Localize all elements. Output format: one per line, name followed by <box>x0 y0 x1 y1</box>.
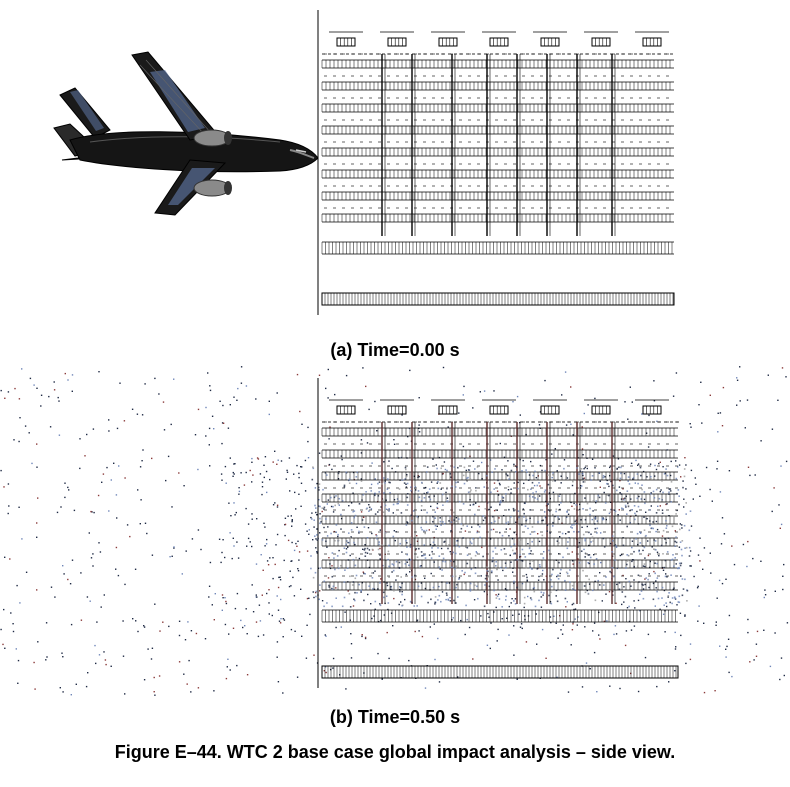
panel-a-figure <box>0 0 790 330</box>
debris-cloud <box>0 366 788 696</box>
panel-b-figure <box>0 366 790 700</box>
panel-b <box>0 366 790 700</box>
tower-frame-model <box>318 10 674 315</box>
panel-a-caption: (a) Time=0.00 s <box>330 340 460 360</box>
panel-a <box>0 0 790 330</box>
panel-b-caption: (b) Time=0.50 s <box>329 707 461 727</box>
figure-caption: Figure E–44. WTC 2 base case global impact analysis – side view. <box>114 742 676 762</box>
aircraft-model-icon <box>54 52 318 215</box>
